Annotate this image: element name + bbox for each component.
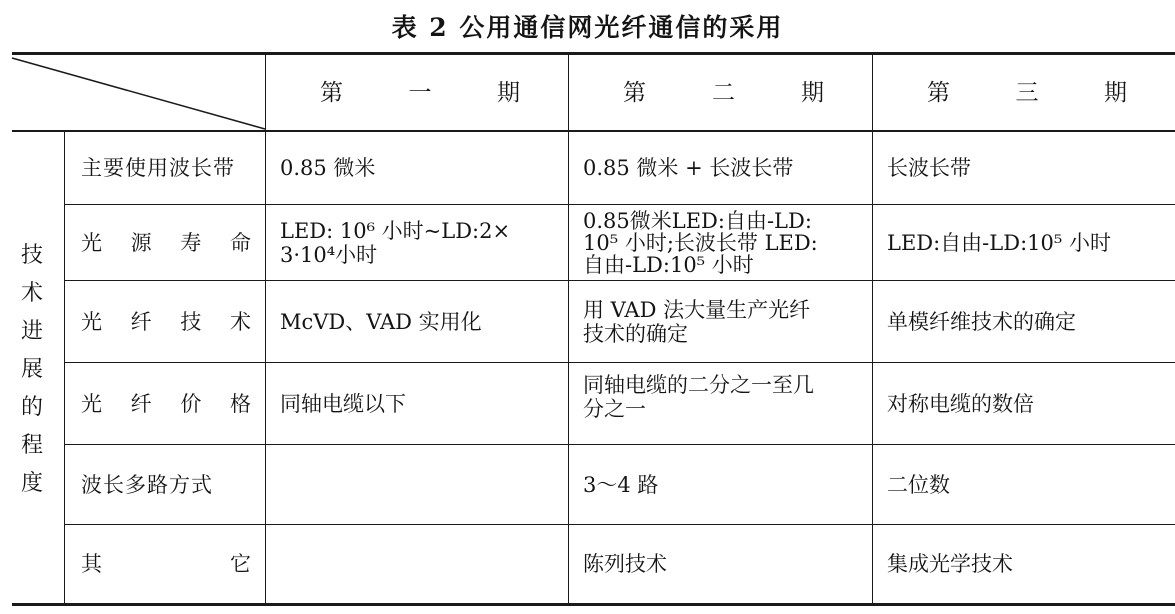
table-cell	[569, 445, 872, 524]
cell-text: 单模纤维技术的确定	[887, 309, 1076, 334]
table-cell	[266, 205, 568, 280]
table-cell	[569, 281, 872, 362]
table-cell	[266, 281, 568, 362]
row-label-char: 纤	[130, 309, 152, 334]
row-label-text: 波长多路方式	[81, 472, 213, 497]
row-label-wavelength-multiplexing	[65, 445, 265, 524]
bottom-rule	[12, 603, 1175, 606]
header-period-2-char: 二	[712, 79, 735, 106]
side-label-char: 度	[20, 471, 43, 496]
header-period-3-char: 第	[927, 79, 950, 106]
side-label-char: 进	[20, 319, 43, 344]
cell-text: 长波长带	[887, 156, 971, 180]
row-label-char: 光	[81, 309, 102, 334]
header-period-1	[266, 55, 568, 130]
cell-text: 0.85 微米 + 长波长带	[583, 156, 794, 180]
cell-text: 用 VAD 法大量生产光纤 技术的确定	[583, 297, 811, 346]
row-label-char: 纤	[130, 391, 152, 416]
table-cell	[873, 281, 1175, 362]
table-cell	[873, 363, 1175, 444]
table-cell	[873, 525, 1175, 603]
table-cell	[569, 363, 872, 444]
header-period-3-char: 三	[1015, 79, 1039, 106]
header-period-1-char: 期	[497, 79, 520, 106]
row-label-light-source-life	[65, 205, 265, 280]
cell-text: 0.85微米LED:自由-LD: 10⁵ 小时;长波长带 LED: 自由-LD:10⁵ 小时	[583, 208, 818, 277]
cell-text: 同轴电缆以下	[280, 391, 406, 416]
header-period-3	[873, 55, 1175, 130]
table-cell	[569, 525, 872, 603]
header-period-2-char: 第	[623, 79, 646, 106]
table-cell	[266, 525, 568, 603]
row-label-char: 价	[180, 391, 202, 416]
table-cell	[569, 205, 872, 280]
table-cell	[569, 132, 872, 204]
header-period-2	[569, 55, 872, 130]
cell-text: 0.85 微米	[280, 156, 376, 180]
row-label-wavelength-band	[65, 132, 265, 204]
table-cell	[873, 132, 1175, 204]
header-corner-diagonal	[0, 48, 270, 138]
row-label-char: 它	[230, 552, 251, 576]
side-label-char: 术	[20, 281, 43, 306]
row-label-fiber-price	[65, 363, 265, 444]
cell-text: 同轴电缆的二分之一至几 分之一	[583, 373, 814, 421]
row-label-char: 光	[81, 230, 102, 255]
row-label-char: 命	[229, 230, 251, 255]
table-caption: 表 2 公用通信网光纤通信的采用	[391, 13, 784, 42]
side-label-char: 的	[20, 395, 43, 420]
side-label-char: 展	[20, 357, 43, 382]
header-period-2-char: 期	[801, 79, 824, 106]
table-cell	[266, 445, 568, 524]
cell-text: LED: 10⁶ 小时~LD:2× 3·10⁴小时	[280, 218, 511, 267]
cell-text: 陈列技术	[583, 552, 667, 576]
row-label-char: 光	[81, 391, 102, 416]
row-label-char: 技	[180, 309, 202, 334]
row-label-char: 源	[130, 230, 152, 255]
row-label-char: 寿	[180, 230, 202, 255]
cell-text: 3～4 路	[583, 472, 659, 497]
row-label-char: 术	[229, 309, 251, 334]
table-cell	[873, 445, 1175, 524]
cell-text: LED:自由-LD:10⁵ 小时	[887, 230, 1111, 255]
row-label-char: 格	[229, 391, 251, 416]
row-label-fiber-technology	[65, 281, 265, 362]
side-label-char: 程	[20, 433, 43, 458]
table-cell	[266, 132, 568, 204]
header-period-3-char: 期	[1104, 79, 1127, 106]
row-label-char: 其	[81, 552, 102, 576]
cell-text: 对称电缆的数倍	[887, 391, 1034, 416]
header-period-1-char: 一	[408, 79, 432, 106]
side-label-char: 技	[20, 243, 43, 268]
cell-text: McVD、VAD 实用化	[280, 309, 482, 334]
cell-text: 二位数	[887, 472, 950, 497]
header-period-1-char: 第	[320, 79, 343, 106]
row-label-text: 主要使用波长带	[81, 156, 235, 180]
side-label-vertical	[0, 134, 64, 606]
table-cell	[266, 363, 568, 444]
comparison-table	[0, 48, 1175, 608]
table-cell	[873, 205, 1175, 280]
row-label-other	[65, 525, 265, 603]
cell-text: 集成光学技术	[887, 552, 1013, 576]
